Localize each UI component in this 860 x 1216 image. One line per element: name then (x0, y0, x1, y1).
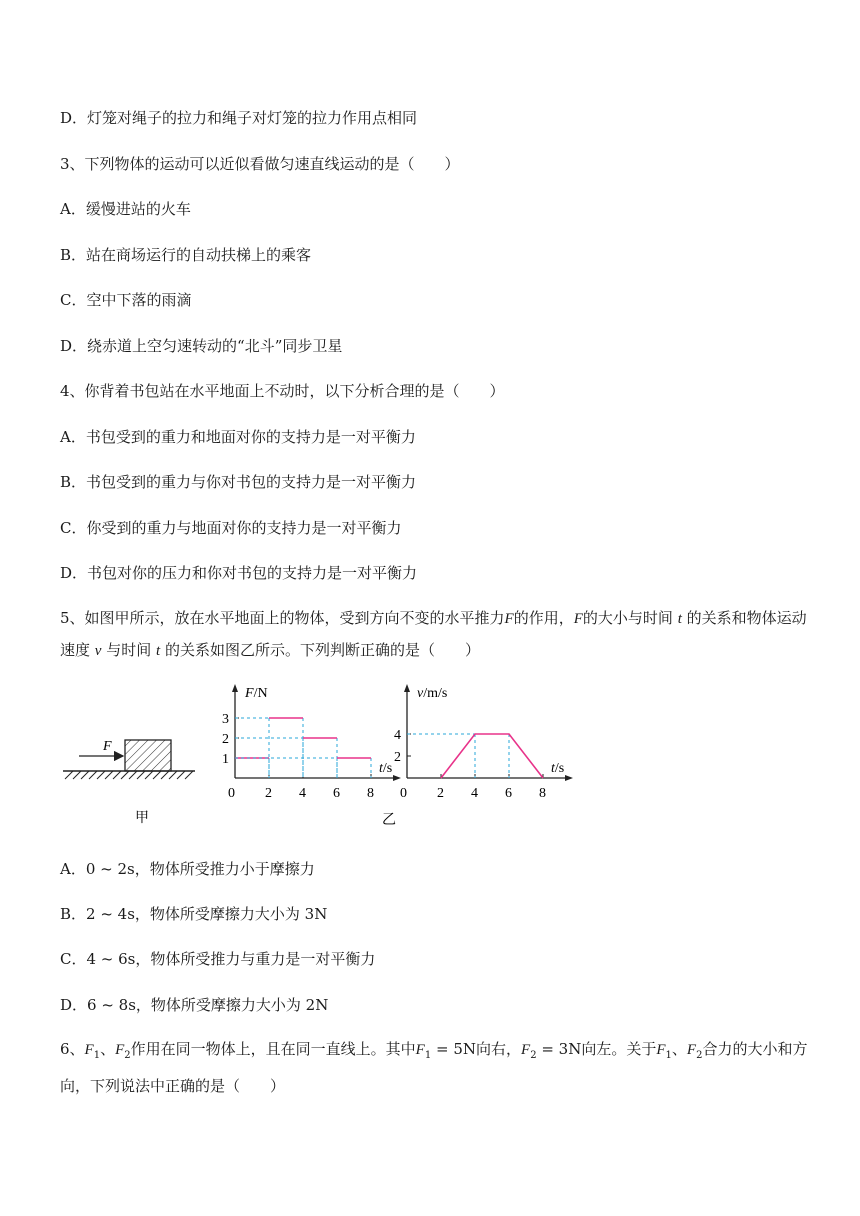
y-tick-label: 4 (394, 728, 401, 743)
x-tick-label: 4 (471, 786, 478, 801)
q2-option-d: D．灯笼对绳子的拉力和绳子对灯笼的拉力作用点相同 (60, 109, 418, 127)
y-tick-label: 1 (222, 752, 229, 767)
q4-option-d: D．书包对你的压力和你对书包的支持力是一对平衡力 (60, 564, 418, 582)
q4-option-c: C．你受到的重力与地面对你的支持力是一对平衡力 (60, 519, 402, 537)
q4-stem: 4、你背着书包站在水平地面上不动时，以下分析合理的是（ ） (60, 382, 505, 400)
q3-option-c: C．空中下落的雨滴 (60, 291, 192, 309)
chart-velocity-time (394, 684, 573, 801)
y-axis-arrow (404, 684, 410, 692)
chart-force-time (222, 684, 401, 801)
q4-option-b: B．书包受到的重力与你对书包的支持力是一对平衡力 (60, 473, 417, 491)
q5-option-b: B．2 ~ 4s，物体所受摩擦力大小为 3N (60, 905, 328, 923)
q3-option-d: D．绕赤道上空匀速转动的“北斗”同步卫星 (60, 337, 343, 355)
q3-option-b: B．站在商场运行的自动扶梯上的乘客 (60, 246, 312, 264)
force-label: F (103, 739, 112, 754)
q5-stem: 5、如图甲所示，放在水平地面上的物体，受到方向不变的水平推力F的作用，F的大小与时间 t 的关系和物体运动速度 v 与时间 t 的关系如图乙所示。下列判断正确的是（ ） (60, 609, 807, 659)
x-tick-label: 6 (505, 786, 512, 801)
q3-stem: 3、下列物体的运动可以近似看做匀速直线运动的是（ ） (60, 155, 460, 173)
q6-stem: 6、$F_1$、$F_2$作用在同一物体上，且在同一直线上。其中$F_1 = 5N$向右，$F_2 = 3N$向左。关于$F_1$、$F_2$合力的大小和方向，下列说法中正确的是（ ） (60, 1040, 808, 1095)
y-tick-label: 2 (222, 732, 229, 747)
y-tick-label: 2 (394, 750, 401, 765)
q5-option-c: C．4 ~ 6s，物体所受推力与重力是一对平衡力 (60, 950, 376, 968)
x-tick-label: 2 (265, 786, 272, 801)
block (125, 740, 171, 771)
x-tick-label: 0 (400, 786, 407, 801)
y-axis-label: v/m/s (417, 686, 448, 701)
x-tick-label: 6 (333, 786, 340, 801)
x-tick-label: 4 (299, 786, 306, 801)
caption-yi: 乙 (382, 813, 396, 828)
x-tick-label: 0 (228, 786, 235, 801)
velocity-line (441, 734, 543, 778)
figure-jia (63, 739, 195, 826)
x-axis-arrow (393, 775, 401, 781)
q5-option-a: A．0 ~ 2s，物体所受推力小于摩擦力 (60, 860, 315, 878)
x-tick-label: 8 (539, 786, 546, 801)
ground-hatch (65, 771, 193, 779)
x-axis-arrow (565, 775, 573, 781)
q3-option-a: A．缓慢进站的火车 (60, 200, 191, 218)
x-axis-label: t/s (379, 761, 393, 776)
q5-option-d: D．6 ~ 8s，物体所受摩擦力大小为 2N (60, 996, 329, 1014)
q5-figure (55, 680, 585, 830)
x-axis-label: t/s (551, 761, 565, 776)
y-tick-label: 3 (222, 712, 229, 727)
y-axis-label: F/N (245, 686, 268, 701)
q4-option-a: A．书包受到的重力和地面对你的支持力是一对平衡力 (60, 428, 416, 446)
x-tick-label: 8 (367, 786, 374, 801)
x-tick-label: 2 (437, 786, 444, 801)
y-axis-arrow (232, 684, 238, 692)
caption-jia: 甲 (135, 811, 149, 826)
